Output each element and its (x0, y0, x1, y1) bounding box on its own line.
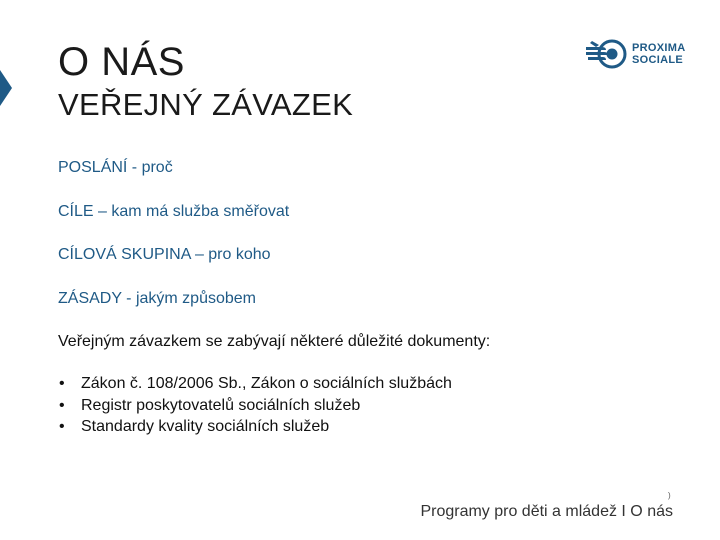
proxima-sociale-logo (584, 32, 694, 76)
slide-content (58, 158, 678, 438)
list-item: • Standardy kvality sociálních služeb (58, 416, 678, 438)
target-group-item: CÍLOVÁ SKUPINA – pro koho (58, 246, 271, 263)
footer-text: Programy pro děti a mládež I O nás (420, 503, 673, 520)
list-item: • Zákon č. 108/2006 Sb., Zákon o sociálních službách (58, 373, 678, 395)
slide-title: O NÁS (58, 40, 185, 84)
slide-marker (0, 70, 12, 106)
mission-item: POSLÁNÍ - proč (58, 159, 173, 176)
page-number: ) (668, 491, 671, 500)
list-item: • Registr poskytovatelů sociálních služeb (58, 395, 678, 417)
documents-list (58, 373, 678, 438)
logo-line-2: SOCIALE (632, 54, 683, 66)
slide-subtitle: VEŘEJNÝ ZÁVAZEK (58, 87, 354, 122)
logo-line-1: PROXIMA (632, 42, 686, 54)
hand-logo-icon (584, 32, 628, 76)
principles-item: ZÁSADY - jakým způsobem (58, 289, 256, 307)
documents-intro: Veřejným závazkem se zabývají některé důležité dokumenty: (58, 333, 491, 350)
goals-item: CÍLE – kam má služba směřovat (58, 202, 290, 220)
logo-wordmark (632, 42, 685, 66)
